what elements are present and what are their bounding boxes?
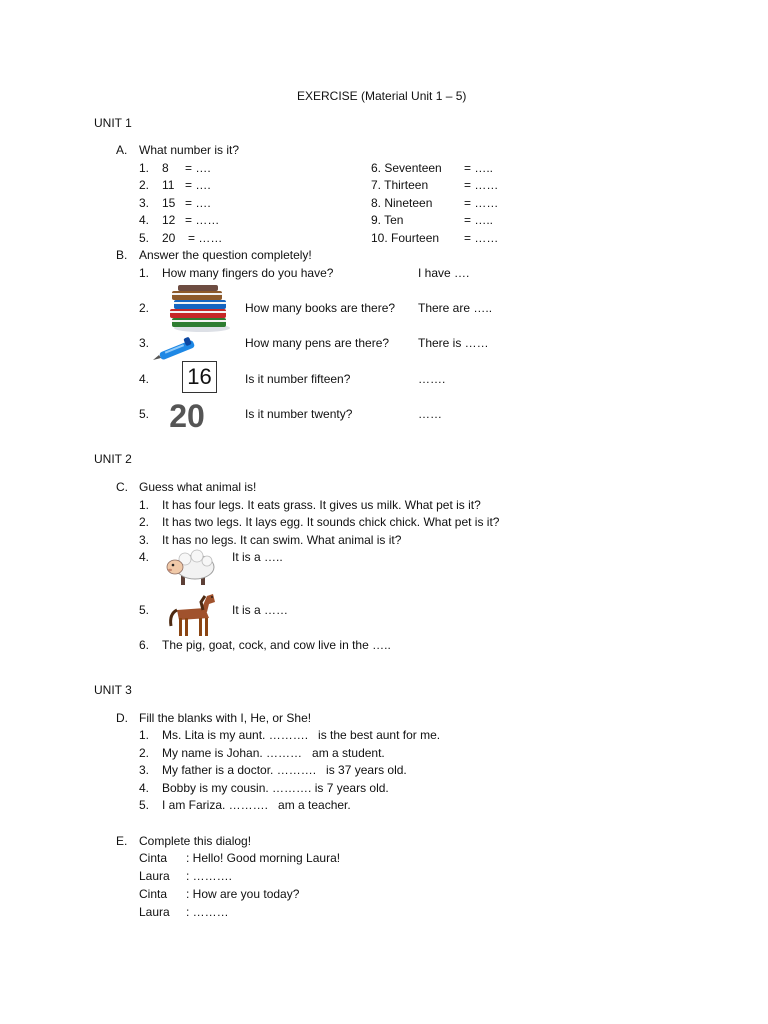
dialog-line: : Hello! Good morning Laura! <box>186 851 341 865</box>
c-item-text: It is a …… <box>232 603 289 617</box>
a-item-value: 20 <box>162 231 176 245</box>
section-a-letter: A. <box>116 143 128 157</box>
c-item-number: 1. <box>139 498 150 512</box>
books-icon <box>166 284 232 332</box>
a-item-number: 4. <box>139 213 150 227</box>
number-20-image: 20 <box>169 397 205 434</box>
d-item-text: Bobby is my cousin. ………. is 7 years old. <box>162 781 389 795</box>
b-item-question: How many fingers do you have? <box>162 266 334 280</box>
b-item-answer: …… <box>418 407 442 421</box>
a-word-item: 6. Seventeen <box>371 161 442 175</box>
a-item-blank: = …… <box>185 213 220 227</box>
a-word-blank: = ….. <box>464 213 494 227</box>
b-item-question: Is it number fifteen? <box>245 372 351 386</box>
b-item-question: Is it number twenty? <box>245 407 353 421</box>
unit3-heading: UNIT 3 <box>94 683 132 697</box>
dialog-line: : ……… <box>186 905 229 919</box>
sheep-icon <box>165 547 217 587</box>
d-item-text: My name is Johan. ……… am a student. <box>162 746 385 760</box>
b-item-answer: There is …… <box>418 336 489 350</box>
section-c-prompt: Guess what animal is! <box>139 480 257 494</box>
a-item-value: 12 <box>162 213 176 227</box>
b-item-question: How many books are there? <box>245 301 396 315</box>
dialog-line: : ………. <box>186 869 233 883</box>
a-item-value: 11 <box>162 178 175 192</box>
dialog-speaker: Cinta <box>139 887 168 901</box>
d-item-text: I am Fariza. ………. am a teacher. <box>162 798 351 812</box>
number-16-image: 16 <box>182 361 217 393</box>
a-item-number: 5. <box>139 231 150 245</box>
b-item-number: 3. <box>139 336 150 350</box>
a-word-item: 7. Thirteen <box>371 178 429 192</box>
a-word-blank: = …… <box>464 178 499 192</box>
c-item-text: It is a ….. <box>232 550 283 564</box>
a-word-blank: = …… <box>464 231 499 245</box>
a-word-blank: = …… <box>464 196 499 210</box>
d-item-number: 5. <box>139 798 150 812</box>
b-item-number: 5. <box>139 407 150 421</box>
section-b-letter: B. <box>116 248 128 262</box>
a-item-value: 8 <box>162 161 169 175</box>
a-item-blank: = …. <box>185 178 211 192</box>
b-item-question: How many pens are there? <box>245 336 390 350</box>
dialog-speaker: Cinta <box>139 851 168 865</box>
section-e-letter: E. <box>116 834 128 848</box>
a-word-item: 9. Ten <box>371 213 404 227</box>
section-d-letter: D. <box>116 711 128 725</box>
c-item-text: It has two legs. It lays egg. It sounds chick chick. What pet is it? <box>162 515 500 529</box>
d-item-number: 2. <box>139 746 150 760</box>
d-item-text: My father is a doctor. ………. is 37 years old. <box>162 763 407 777</box>
b-item-answer: ……. <box>418 372 446 386</box>
c-item-text: It has no legs. It can swim. What animal is it? <box>162 533 402 547</box>
d-item-text: Ms. Lita is my aunt. ………. is the best aunt for me. <box>162 728 441 742</box>
c-item-number: 3. <box>139 533 150 547</box>
d-item-number: 1. <box>139 728 150 742</box>
section-b-prompt: Answer the question completely! <box>139 248 312 262</box>
a-item-blank: = …. <box>185 161 211 175</box>
a-word-blank: = ….. <box>464 161 494 175</box>
dialog-speaker: Laura <box>139 869 170 883</box>
unit1-heading: UNIT 1 <box>94 116 132 130</box>
b-item-number: 2. <box>139 301 150 315</box>
section-a-prompt: What number is it? <box>139 143 240 157</box>
d-item-number: 4. <box>139 781 150 795</box>
pen-icon <box>151 336 199 362</box>
unit2-heading: UNIT 2 <box>94 452 132 466</box>
b-item-number: 1. <box>139 266 150 280</box>
a-item-blank: = …. <box>185 196 211 210</box>
c-item-text: The pig, goat, cock, and cow live in the ….. <box>162 638 391 652</box>
a-word-item: 8. Nineteen <box>371 196 433 210</box>
b-item-answer: I have …. <box>418 266 470 280</box>
a-item-number: 3. <box>139 196 150 210</box>
section-d-prompt: Fill the blanks with I, He, or She! <box>139 711 312 725</box>
c-item-number: 4. <box>139 550 150 564</box>
c-item-number: 6. <box>139 638 150 652</box>
horse-icon <box>165 588 217 640</box>
c-item-number: 2. <box>139 515 150 529</box>
d-item-number: 3. <box>139 763 150 777</box>
c-item-number: 5. <box>139 603 150 617</box>
c-item-text: It has four legs. It eats grass. It gives us milk. What pet is it? <box>162 498 481 512</box>
a-item-number: 1. <box>139 161 150 175</box>
a-item-value: 15 <box>162 196 176 210</box>
a-item-blank: = …… <box>188 231 223 245</box>
dialog-line: : How are you today? <box>186 887 300 901</box>
b-item-answer: There are ….. <box>418 301 493 315</box>
b-item-number: 4. <box>139 372 150 386</box>
section-e-prompt: Complete this dialog! <box>139 834 252 848</box>
dialog-speaker: Laura <box>139 905 170 919</box>
section-c-letter: C. <box>116 480 128 494</box>
a-item-number: 2. <box>139 178 150 192</box>
page-title: EXERCISE (Material Unit 1 – 5) <box>297 89 467 103</box>
a-word-item: 10. Fourteen <box>371 231 440 245</box>
